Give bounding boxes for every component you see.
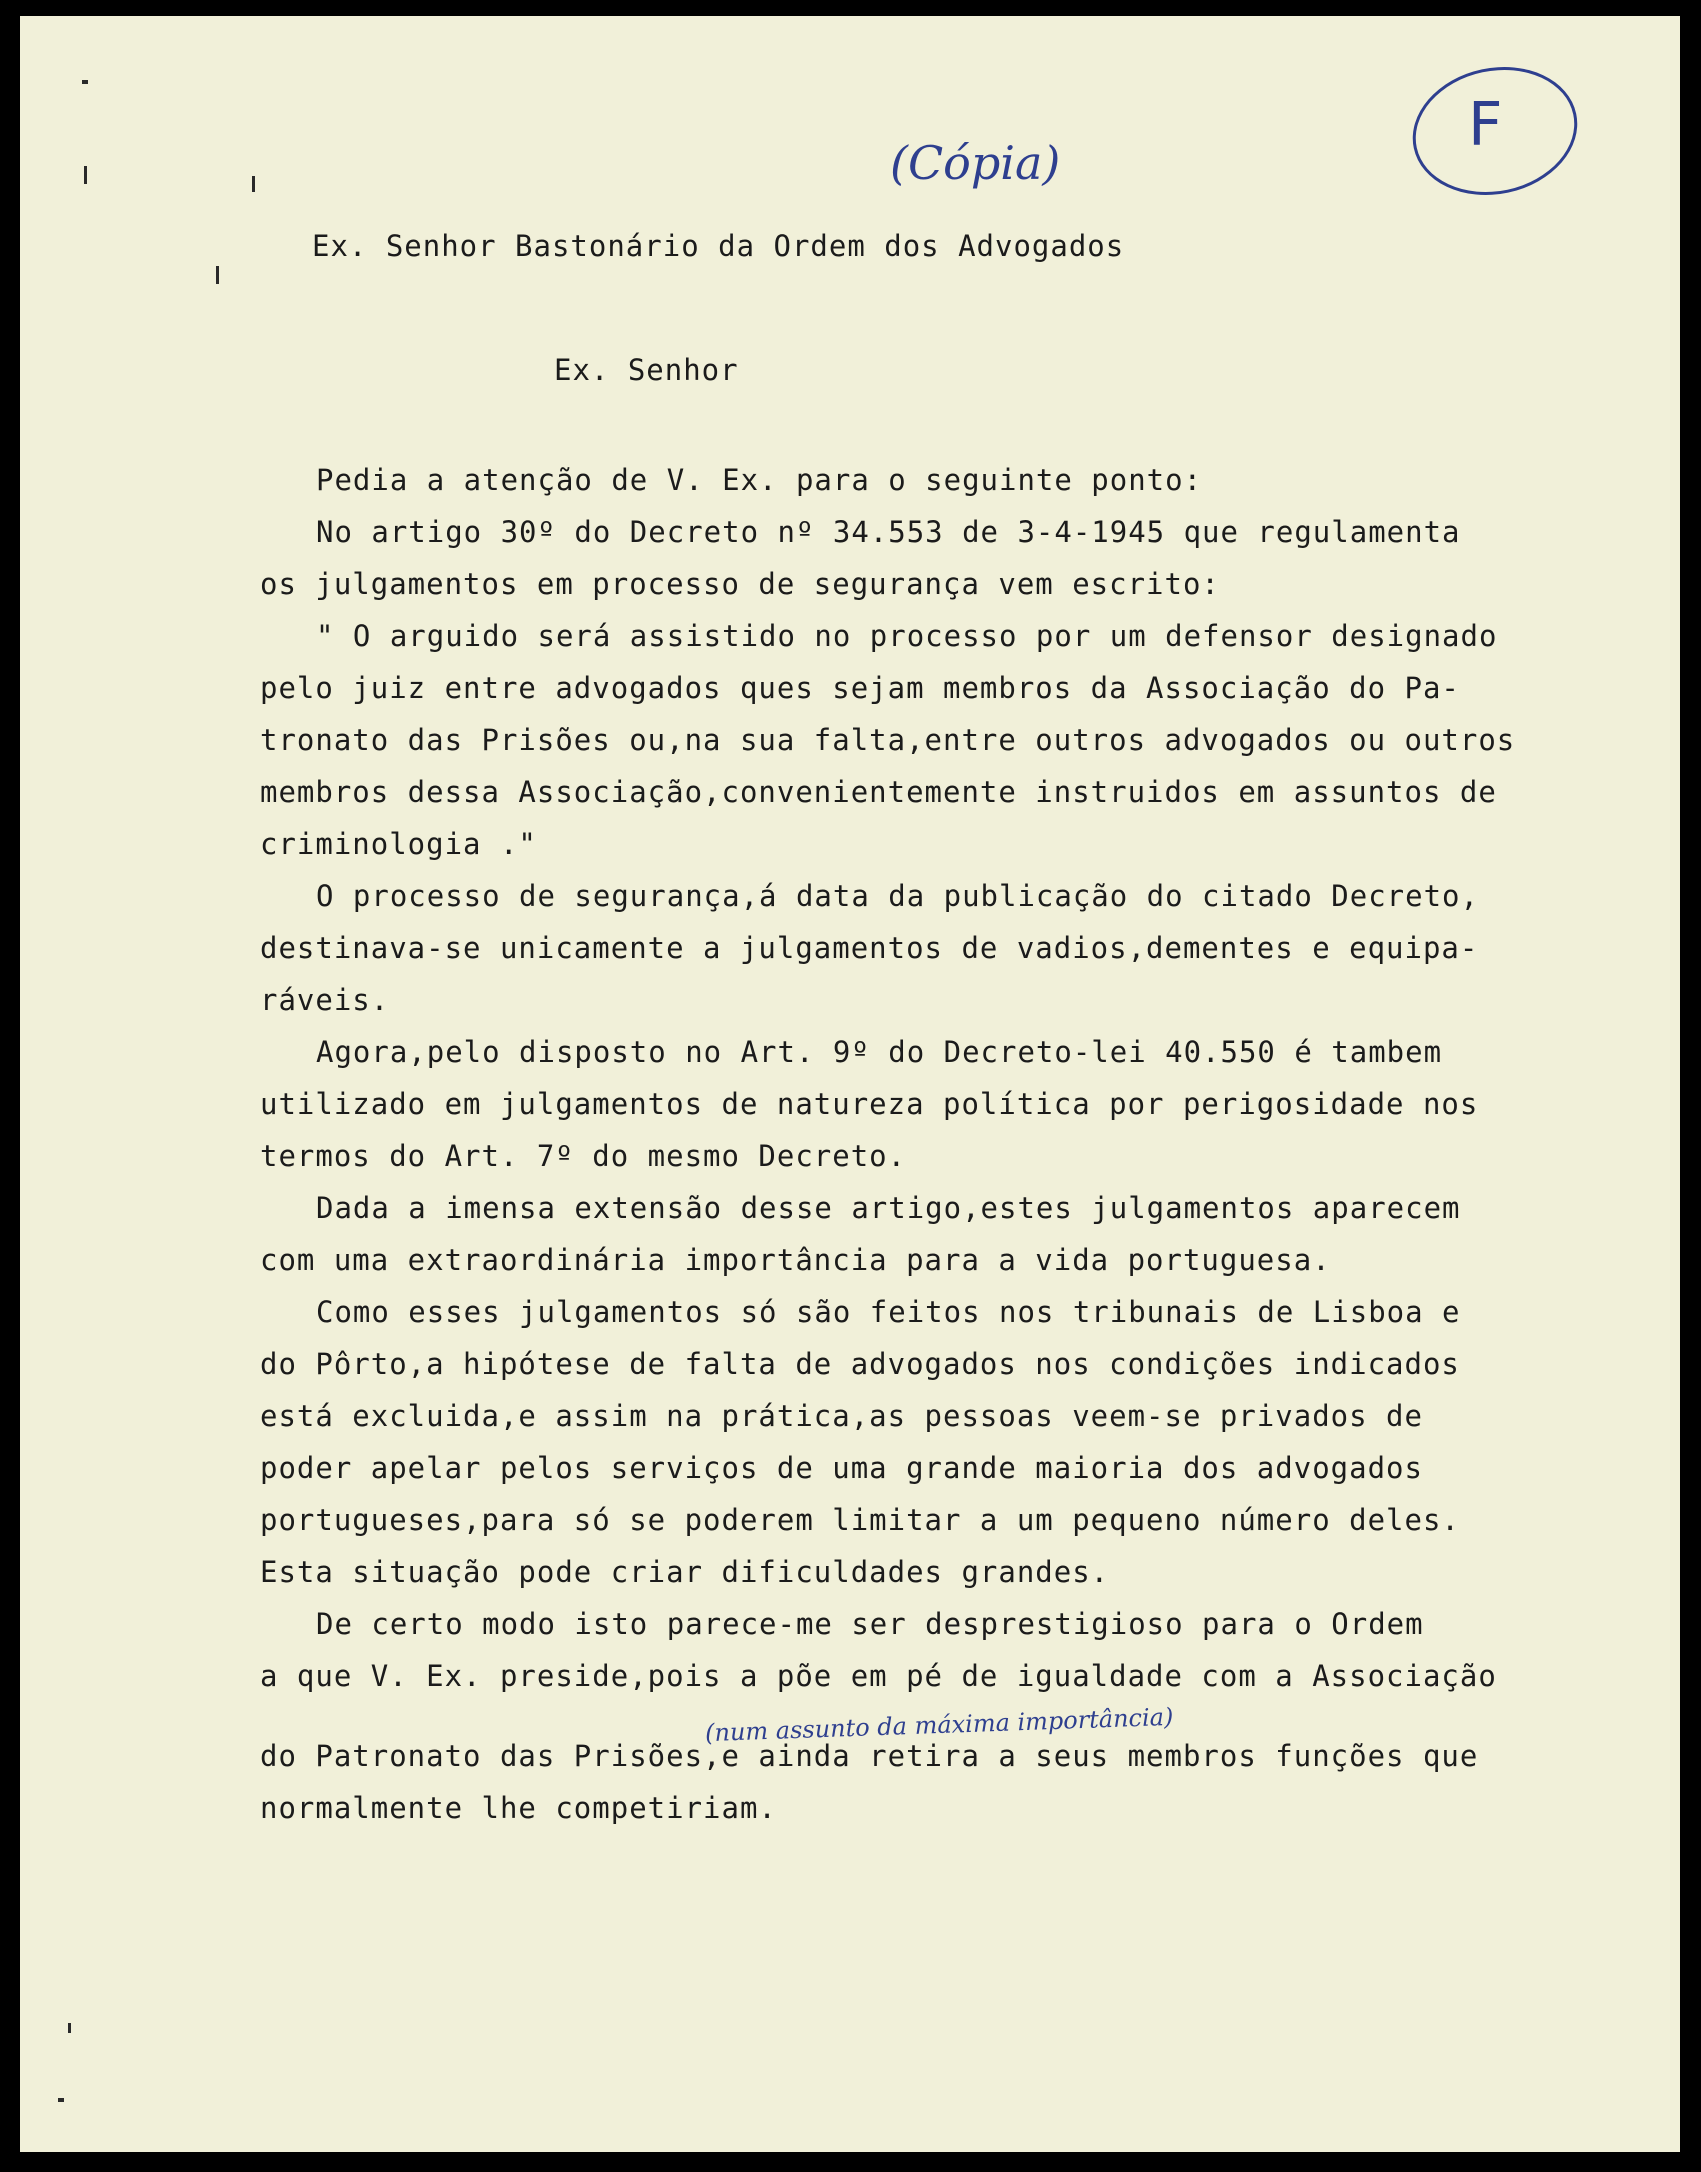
body-line: ráveis. — [260, 983, 390, 1017]
body-line: destinava-se unicamente a julgamentos de vadios,dementes e equipa- — [260, 931, 1479, 965]
body-line: normalmente lhe competiriam. — [260, 1791, 777, 1825]
body-line: Dada a imensa extensão desse artigo,estes julgamentos aparecem — [316, 1191, 1461, 1225]
addressee-line: Ex. Senhor Bastonário da Ordem dos Advogados — [312, 229, 1125, 263]
paper-speck — [58, 2098, 64, 2102]
body-line: criminologia ." — [260, 827, 537, 861]
body-line: com uma extraordinária importância para a vida portuguesa. — [260, 1243, 1331, 1277]
body-line: do Patronato das Prisões,e ainda retira a seus membros funções que — [260, 1739, 1479, 1773]
body-line: Esta situação pode criar dificuldades grandes. — [260, 1555, 1110, 1589]
handwritten-insertion: (num assunto da máxima importância) — [704, 1702, 1174, 1748]
body-line: Agora,pelo disposto no Art. 9º do Decreto-lei 40.550 é tambem — [316, 1035, 1443, 1069]
letter-page — [20, 16, 1680, 2152]
paper-speck — [252, 176, 255, 192]
body-line: poder apelar pelos serviços de uma grande maioria dos advogados — [260, 1451, 1423, 1485]
body-line: membros dessa Associação,convenientemente instruidos em assuntos de — [260, 775, 1497, 809]
body-line: do Pôrto,a hipótese de falta de advogados nos condições indicados — [260, 1347, 1460, 1381]
circled-letter: F — [1468, 90, 1503, 160]
body-line: Pedia a atenção de V. Ex. para o seguinte ponto: — [316, 463, 1203, 497]
body-line: utilizado em julgamentos de natureza política por perigosidade nos — [260, 1087, 1479, 1121]
body-line: os julgamentos em processo de segurança vem escrito: — [260, 567, 1220, 601]
body-line: portugueses,para só se poderem limitar a um pequeno número deles. — [260, 1503, 1460, 1537]
body-line: pelo juiz entre advogados ques sejam membros da Associação do Pa- — [260, 671, 1460, 705]
body-line: O processo de segurança,á data da publicação do citado Decreto, — [316, 879, 1479, 913]
handwritten-copia-note: (Cópia) — [890, 136, 1061, 190]
salutation-line: Ex. Senhor — [554, 353, 739, 387]
paper-speck — [82, 80, 88, 84]
paper-speck — [84, 166, 87, 184]
body-line: tronato das Prisões ou,na sua falta,entre outros advogados ou outros — [260, 723, 1516, 757]
body-line: De certo modo isto parece-me ser desprestigioso para o Ordem — [316, 1607, 1424, 1641]
body-line: " O arguido será assistido no processo por um defensor designado — [316, 619, 1498, 653]
paper-speck — [68, 2023, 71, 2033]
body-line: Como esses julgamentos só são feitos nos tribunais de Lisboa e — [316, 1295, 1461, 1329]
body-line: No artigo 30º do Decreto nº 34.553 de 3-4-1945 que regulamenta — [316, 515, 1461, 549]
body-line: está excluida,e assim na prática,as pessoas veem-se privados de — [260, 1399, 1423, 1433]
paper-speck — [216, 266, 219, 284]
body-line: termos do Art. 7º do mesmo Decreto. — [260, 1139, 907, 1173]
body-line: a que V. Ex. preside,pois a põe em pé de igualdade com a Associação — [260, 1659, 1497, 1693]
